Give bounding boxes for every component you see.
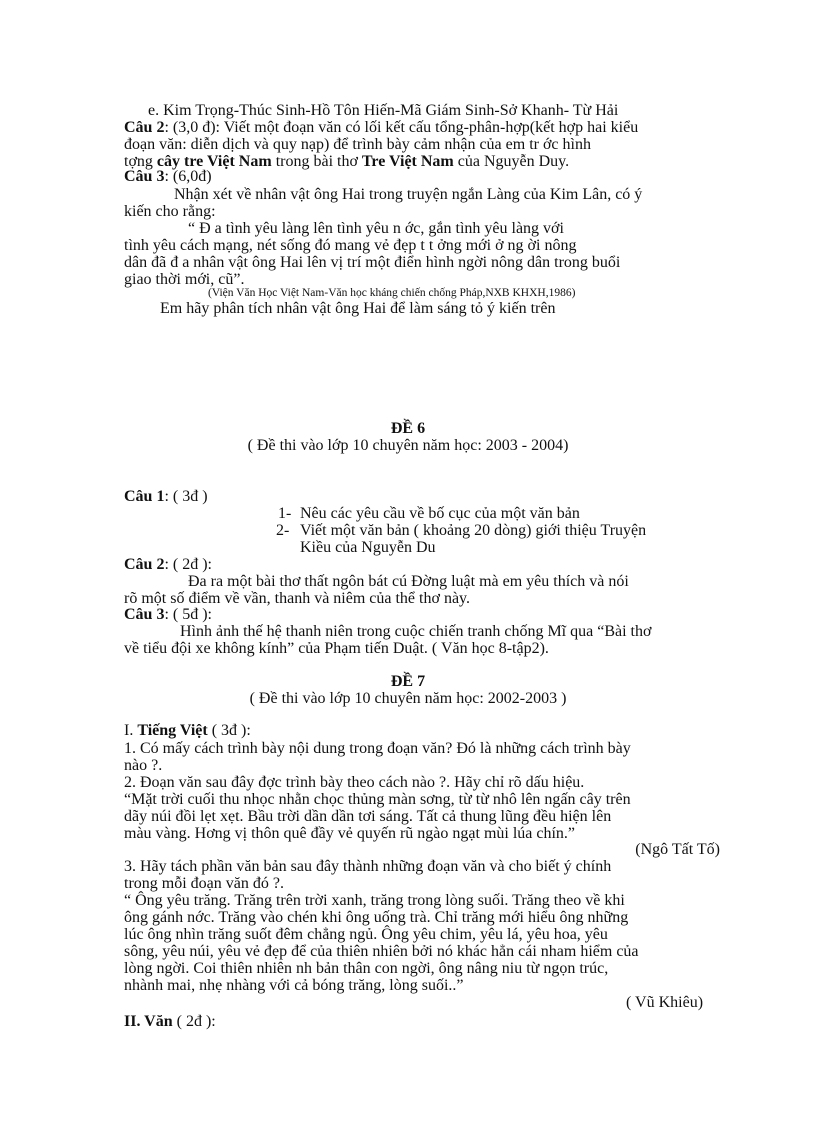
citation: (Viện Văn Học Việt Nam-Văn học kháng chiến chống Pháp,NXB KHXH,1986) bbox=[208, 287, 576, 299]
de6-cau1-heading: Câu 1: ( 3đ ) bbox=[124, 488, 208, 505]
de7-q3-p1: “ Ông yêu trăng. Trăng trên trời xanh, trăng trong lòng suối. Trăng theo về khi bbox=[124, 892, 625, 909]
de5-cau3-label: Câu 3 bbox=[124, 168, 165, 185]
de7-q2-quote1: “Mặt trời cuối thu nhọc nhằn chọc thủng màn sơng, từ từ nhô lên ngấn cây trên bbox=[124, 791, 631, 808]
de6-item-2-text: Viết một văn bản ( khoảng 20 dòng) giới thiệu Truyện bbox=[300, 522, 647, 539]
de7-q3-line1: 3. Hãy tách phần văn bản sau đây thành những đoạn văn và cho biết ý chính bbox=[124, 858, 612, 875]
de5-cau2-line1: Câu 2: (3,0 đ): Viết một đoạn văn có lối kết cấu tổng-phân-hợp(kết hợp hai kiểu bbox=[124, 119, 639, 136]
item-e: e. Kim Trọng-Thúc Sinh-Hồ Tôn Hiến-Mã Giám Sinh-Sở Khanh- Từ Hải bbox=[148, 102, 619, 119]
de7-q2-author: (Ngô Tất Tố) bbox=[635, 841, 720, 858]
de7-part2-heading: II. Văn ( 2đ ): bbox=[124, 1013, 216, 1030]
de6-cau2-label: Câu 2 bbox=[124, 556, 165, 573]
de6-item-1-text: Nêu các yêu cầu về bố cục của một văn bản bbox=[300, 505, 580, 522]
de6-cau2-line1: Đa ra một bài thơ thất ngôn bát cú Đờng luật mà em yêu thích và nói bbox=[188, 573, 629, 590]
de6-subtitle: ( Đề thi vào lớp 10 chuyên năm học: 2003 - 2004) bbox=[247, 437, 569, 454]
de6-item-1-num: 1- bbox=[278, 505, 292, 522]
de7-q1-line2: nào ?. bbox=[124, 757, 163, 774]
de7-q3-line2: trong mỗi đoạn văn đó ?. bbox=[124, 875, 284, 892]
de7-q3-author: ( Vũ Khiêu) bbox=[626, 994, 704, 1011]
de7-q2-quote2: dãy núi đồi lẹt xẹt. Bầu trời dần dần tơi sáng. Tất cả thung lũng đều hiện lên bbox=[124, 808, 612, 825]
de7-q3-p2: ông gánh nớc. Trăng vào chén khi ông uống trà. Chỉ trăng mới hiểu ông những bbox=[124, 909, 629, 926]
de5-cau3-heading: Câu 3: (6,0đ) bbox=[124, 168, 212, 185]
de7-q3-p5: lòng ngời. Coi thiên nhiên nh bản thân con ngời, ông nâng niu từ ngọn trúc, bbox=[124, 960, 609, 977]
de6-cau3-line1: Hình ảnh thế hệ thanh niên trong cuộc chiến tranh chống Mĩ qua “Bài thơ bbox=[180, 623, 652, 640]
de6-cau3-heading: Câu 3: ( 5đ ): bbox=[124, 606, 212, 623]
de7-q3-p4: sông, yêu núi, yêu vẻ đẹp để của thiên nhiên bởi nó khác hẳn cái nham hiểm của bbox=[124, 943, 639, 960]
task-line: Em hãy phân tích nhân vật ông Hai để làm sáng tỏ ý kiến trên bbox=[160, 300, 556, 317]
quote-line3: dân đã đ a nhân vật ông Hai lên vị trí một điển hình ngời nông dân trong buổi bbox=[124, 254, 621, 271]
de5-cau3-line2: kiến cho rằng: bbox=[124, 203, 216, 220]
de5-cau2-line2: đoạn văn: diễn dịch và quy nạp) để trình bày cảm nhận của em tr ớc hình bbox=[124, 136, 591, 153]
de6-cau2-heading: Câu 2: ( 2đ ): bbox=[124, 556, 212, 573]
de6-title: ĐỀ 6 bbox=[390, 420, 426, 437]
de7-part1-heading: I. Tiếng Việt ( 3đ ): bbox=[124, 722, 251, 739]
quote-line1: “ Đ a tình yêu làng lên tình yêu n ớc, gắn tình yêu làng với bbox=[188, 220, 564, 237]
de7-q3-p6: nhành mai, nhẹ nhàng với cả bóng trăng, lòng suối..” bbox=[124, 977, 464, 994]
quote-line4: giao thời mới, cũ”. bbox=[124, 271, 245, 288]
de7-q1-line1: 1. Có mấy cách trình bày nội dung trong đoạn văn? Đó là những cách trình bày bbox=[124, 740, 631, 757]
de7-q2-line1: 2. Đoạn văn sau đây đợc trình bày theo cách nào ?. Hãy chỉ rõ dấu hiệu. bbox=[124, 774, 585, 791]
de7-subtitle: ( Đề thi vào lớp 10 chuyên năm học: 2002-2003 ) bbox=[249, 690, 567, 707]
de5-cau2-label: Câu 2 bbox=[124, 119, 165, 136]
de6-cau3-line2: về tiểu đội xe không kính” của Phạm tiến Duật. ( Văn học 8-tập2). bbox=[124, 640, 549, 657]
de5-cau3-line1: Nhận xét về nhân vật ông Hai trong truyện ngắn Làng của Kim Lân, có ý bbox=[174, 186, 643, 203]
de6-cau1-label: Câu 1 bbox=[124, 488, 165, 505]
de6-item-2-num: 2- bbox=[276, 522, 290, 539]
de7-q2-quote3: màu vàng. Hơng vị thôn quê đầy vẻ quyến rũ ngào ngạt mùi lúa chín.” bbox=[124, 825, 576, 842]
de7-q3-p3: lúc ông nhìn trăng suốt đêm chẳng ngủ. Ông yêu chim, yêu lá, yêu hoa, yêu bbox=[124, 926, 608, 943]
de6-cau3-label: Câu 3 bbox=[124, 606, 165, 623]
de7-title: ĐỀ 7 bbox=[390, 673, 426, 690]
de6-item-2-cont: Kiều của Nguyễn Du bbox=[300, 539, 436, 556]
quote-line2: tình yêu cách mạng, nét sống đó mang vẻ đẹp t t ởng mới ở ng ời nông bbox=[124, 237, 577, 254]
de5-cau2-line3: tợng cây tre Việt Nam trong bài thơ Tre Việt Nam của Nguyễn Duy. bbox=[124, 153, 570, 170]
de6-cau2-line2: rõ một số điểm về vần, thanh và niêm của thể thơ này. bbox=[124, 590, 470, 607]
